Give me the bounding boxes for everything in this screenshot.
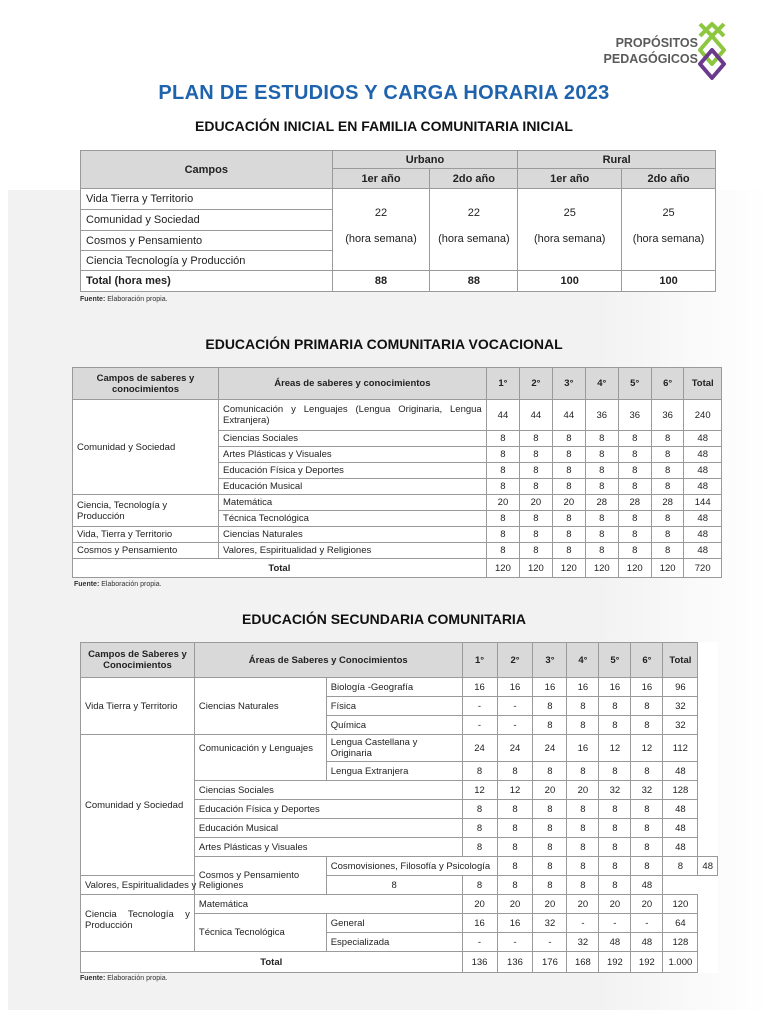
header-campos: Campos de saberes y conocimientos — [73, 368, 219, 400]
campo-cell: Cosmos y Pensamiento — [194, 857, 326, 895]
value-cell: 12 — [599, 735, 631, 762]
area-cell: Ciencias Sociales — [219, 431, 487, 447]
total-cell: 720 — [684, 559, 722, 578]
value-cell: 24 — [533, 735, 567, 762]
value-cell: 16 — [462, 678, 497, 697]
table-inicial — [80, 150, 716, 292]
value-cell: 8 — [586, 447, 618, 463]
subarea-cell: General — [326, 914, 462, 933]
total-label: Total — [73, 559, 487, 578]
value-cell: - — [567, 914, 599, 933]
value-cell: 20 — [486, 495, 519, 511]
value-cell: 16 — [631, 678, 663, 697]
value-cell: 16 — [599, 678, 631, 697]
value-cell: 48 — [684, 543, 722, 559]
value-cell: 8 — [486, 463, 519, 479]
table-row — [81, 735, 718, 762]
header-year: 6° — [631, 643, 663, 678]
header-urbano: Urbano — [332, 151, 518, 169]
value-cell: 16 — [567, 678, 599, 697]
value-cell: 20 — [567, 895, 599, 914]
value-cell: 8 — [520, 463, 552, 479]
value-cell: 8 — [586, 527, 618, 543]
value-cell: 16 — [462, 914, 497, 933]
header-rural: Rural — [518, 151, 716, 169]
value-cell: 8 — [462, 800, 497, 819]
area-cell: Educación Musical — [219, 479, 487, 495]
header-areas: Áreas de Saberes y Conocimientos — [194, 643, 462, 678]
value-cell: 8 — [599, 800, 631, 819]
value-cell: 8 — [533, 838, 567, 857]
value-cell: 24 — [497, 735, 533, 762]
total-cell: 100 — [518, 271, 622, 292]
logo-mark-icon — [696, 20, 728, 80]
value-cell: 25 (hora semana) — [622, 189, 716, 271]
value-cell: 8 — [497, 762, 533, 781]
header-year: 5° — [599, 643, 631, 678]
total-cell: 120 — [586, 559, 618, 578]
campo-cell: Comunidad y Sociedad — [81, 210, 333, 231]
value-cell: 32 — [567, 933, 599, 952]
logo-line-1: PROPÓSITOS — [615, 36, 698, 50]
section-title-secundaria: EDUCACIÓN SECUNDARIA COMUNITARIA — [242, 611, 526, 627]
value-cell: 8 — [552, 463, 585, 479]
total-cell: 176 — [533, 952, 567, 973]
value-cell: - — [462, 697, 497, 716]
value-cell: 48 — [631, 876, 663, 895]
value-cell: 20 — [567, 781, 599, 800]
value-cell: 8 — [586, 511, 618, 527]
value-cell: 8 — [586, 463, 618, 479]
value-cell: 8 — [533, 800, 567, 819]
table-secundaria — [80, 642, 718, 973]
value-cell: 8 — [599, 716, 631, 735]
total-label: Total (hora mes) — [81, 271, 333, 292]
header-year: 4° — [567, 643, 599, 678]
value-cell: 8 — [567, 762, 599, 781]
header-urbano-y1: 1er año — [332, 169, 430, 189]
total-row — [73, 559, 722, 578]
value-cell: - — [462, 716, 497, 735]
table-row — [81, 895, 718, 914]
value-cell: 28 — [618, 495, 651, 511]
source-note: Fuente: Elaboración propia. — [74, 581, 162, 588]
value-cell: 8 — [520, 543, 552, 559]
subarea-cell: Física — [326, 697, 462, 716]
header-year: 1° — [462, 643, 497, 678]
value-cell: 8 — [631, 819, 663, 838]
value-cell: 8 — [326, 876, 462, 895]
area-cell: Ciencias Sociales — [194, 781, 462, 800]
table-row — [73, 400, 722, 431]
table-primaria — [72, 367, 722, 578]
value-cell: 8 — [462, 838, 497, 857]
header-year: 5° — [618, 368, 651, 400]
value-cell: 32 — [663, 697, 698, 716]
value-cell: 48 — [684, 479, 722, 495]
value-cell: 8 — [567, 819, 599, 838]
value-cell: 120 — [663, 895, 698, 914]
value-cell: 8 — [497, 819, 533, 838]
subarea-cell: Química — [326, 716, 462, 735]
value-cell: 8 — [533, 857, 567, 876]
area-cell: Comunicación y Lenguajes — [194, 735, 326, 781]
value-cell: 8 — [533, 716, 567, 735]
value-cell: 8 — [486, 431, 519, 447]
value-cell: 12 — [631, 735, 663, 762]
total-cell: 192 — [631, 952, 663, 973]
value-cell: 24 — [462, 735, 497, 762]
table-row — [81, 876, 718, 895]
total-cell: 120 — [651, 559, 683, 578]
header-year: 2° — [520, 368, 552, 400]
section-title-inicial: EDUCACIÓN INICIAL EN FAMILIA COMUNITARIA INICIAL — [195, 118, 573, 134]
table-row — [73, 495, 722, 511]
header-year: 2° — [497, 643, 533, 678]
campo-cell: Ciencia, Tecnología y Producción — [73, 495, 219, 527]
value-cell: 48 — [663, 819, 698, 838]
section-title-primaria: EDUCACIÓN PRIMARIA COMUNITARIA VOCACIONAL — [205, 336, 563, 352]
value-cell: - — [462, 933, 497, 952]
table-row — [73, 527, 722, 543]
value-cell: 8 — [618, 543, 651, 559]
value-cell: - — [599, 914, 631, 933]
header-rural-y2: 2do año — [622, 169, 716, 189]
value-cell: 8 — [486, 527, 519, 543]
value-cell: 8 — [533, 697, 567, 716]
value-cell: 8 — [533, 819, 567, 838]
value-cell: 8 — [567, 838, 599, 857]
value-cell: 20 — [497, 895, 533, 914]
campo-cell: Cosmos y Pensamiento — [73, 543, 219, 559]
value-cell: 8 — [567, 697, 599, 716]
value-cell: 8 — [486, 511, 519, 527]
value-cell: 25 (hora semana) — [518, 189, 622, 271]
subarea-cell: Lengua Extranjera — [326, 762, 462, 781]
value-cell: 20 — [462, 895, 497, 914]
value-cell: 8 — [631, 800, 663, 819]
value-cell: 16 — [497, 914, 533, 933]
total-cell: 120 — [552, 559, 585, 578]
value-cell: 48 — [698, 857, 718, 876]
value-cell: 64 — [663, 914, 698, 933]
total-cell: 120 — [618, 559, 651, 578]
value-cell: 48 — [684, 511, 722, 527]
value-cell: 8 — [486, 543, 519, 559]
value-cell: 48 — [631, 933, 663, 952]
value-cell: 12 — [497, 781, 533, 800]
value-cell: 16 — [567, 735, 599, 762]
value-cell: 8 — [552, 479, 585, 495]
value-cell: 8 — [599, 762, 631, 781]
total-row — [81, 952, 718, 973]
value-cell: 48 — [684, 463, 722, 479]
campo-cell: Vida Tierra y Territorio — [81, 678, 195, 735]
area-cell: Técnica Tecnológica — [219, 511, 487, 527]
value-cell: 8 — [462, 819, 497, 838]
value-cell: 8 — [462, 876, 497, 895]
value-cell: 28 — [651, 495, 683, 511]
area-cell: Educación Musical — [194, 819, 462, 838]
value-cell: 8 — [651, 479, 683, 495]
value-cell: 8 — [552, 511, 585, 527]
campo-cell: Comunidad y Sociedad — [73, 400, 219, 495]
value-cell: 8 — [533, 876, 567, 895]
value-cell: 8 — [618, 431, 651, 447]
value-cell: 12 — [462, 781, 497, 800]
value-cell: 8 — [552, 543, 585, 559]
value-cell: 48 — [663, 800, 698, 819]
value-cell: - — [631, 914, 663, 933]
logo — [592, 20, 732, 82]
value-cell: 16 — [497, 678, 533, 697]
value-cell: 8 — [663, 857, 698, 876]
value-cell: 8 — [497, 876, 533, 895]
value-cell: 8 — [486, 479, 519, 495]
area-cell: Matemática — [194, 895, 462, 914]
value-cell: 48 — [599, 933, 631, 952]
value-cell: 8 — [567, 800, 599, 819]
value-cell: 8 — [586, 479, 618, 495]
header-total: Total — [663, 643, 698, 678]
value-cell: 8 — [651, 511, 683, 527]
value-cell: 8 — [651, 527, 683, 543]
area-cell: Ciencias Naturales — [219, 527, 487, 543]
value-cell: 48 — [684, 527, 722, 543]
value-cell: 8 — [520, 511, 552, 527]
value-cell: 32 — [663, 716, 698, 735]
area-cell: Matemática — [219, 495, 487, 511]
header-campos: Campos de Saberes y Conocimientos — [81, 643, 195, 678]
value-cell: 48 — [684, 431, 722, 447]
value-cell: 36 — [618, 400, 651, 431]
header-urbano-y2: 2do año — [430, 169, 518, 189]
value-cell: 48 — [684, 447, 722, 463]
campo-cell: Comunidad y Sociedad — [81, 735, 195, 876]
value-cell: 44 — [552, 400, 585, 431]
total-cell: 120 — [486, 559, 519, 578]
value-cell: 8 — [497, 800, 533, 819]
value-cell: 8 — [533, 762, 567, 781]
value-cell: 32 — [631, 781, 663, 800]
value-cell: 240 — [684, 400, 722, 431]
value-cell: 8 — [631, 838, 663, 857]
value-cell: 8 — [520, 479, 552, 495]
area-cell: Técnica Tecnológica — [194, 914, 326, 952]
subarea-cell: Biología -Geografía — [326, 678, 462, 697]
total-cell: 100 — [622, 271, 716, 292]
subarea-cell: Lengua Castellana y Originaria — [326, 735, 462, 762]
source-note: Fuente: Elaboración propia. — [80, 975, 168, 982]
total-cell: 1.000 — [663, 952, 698, 973]
value-cell: 20 — [520, 495, 552, 511]
total-label: Total — [81, 952, 463, 973]
value-cell: 20 — [533, 895, 567, 914]
value-cell: 8 — [520, 447, 552, 463]
value-cell: 8 — [599, 697, 631, 716]
source-note: Fuente: Elaboración propia. — [80, 296, 168, 303]
value-cell: 8 — [497, 857, 533, 876]
header-year: 4° — [586, 368, 618, 400]
table-row — [81, 678, 718, 697]
header-year: 3° — [533, 643, 567, 678]
header-year: 3° — [552, 368, 585, 400]
value-cell: 8 — [631, 716, 663, 735]
value-cell: 8 — [618, 463, 651, 479]
value-cell: 8 — [486, 447, 519, 463]
area-cell: Educación Física y Deportes — [219, 463, 487, 479]
value-cell: 8 — [462, 762, 497, 781]
value-cell: 8 — [631, 857, 663, 876]
value-cell: 8 — [631, 762, 663, 781]
value-cell: 16 — [533, 678, 567, 697]
area-cell: Educación Física y Deportes — [194, 800, 462, 819]
value-cell: 8 — [497, 838, 533, 857]
area-cell: Ciencias Naturales — [194, 678, 326, 735]
table-row — [73, 543, 722, 559]
total-cell: 192 — [599, 952, 631, 973]
value-cell: 8 — [567, 857, 599, 876]
value-cell: 20 — [599, 895, 631, 914]
value-cell: 8 — [599, 838, 631, 857]
total-cell: 168 — [567, 952, 599, 973]
value-cell: 20 — [533, 781, 567, 800]
value-cell: 22 (hora semana) — [430, 189, 518, 271]
logo-line-2: PEDAGÓGICOS — [603, 52, 698, 66]
total-cell: 88 — [430, 271, 518, 292]
value-cell: 144 — [684, 495, 722, 511]
campo-cell: Vida Tierra y Territorio — [81, 189, 333, 210]
value-cell: 8 — [586, 431, 618, 447]
total-cell: 88 — [332, 271, 430, 292]
value-cell: 32 — [533, 914, 567, 933]
total-cell: 136 — [462, 952, 497, 973]
value-cell: 20 — [631, 895, 663, 914]
area-cell: Comunicación y Lenguajes (Lengua Originaria, Lengua Extranjera) — [219, 400, 487, 431]
value-cell: 8 — [618, 479, 651, 495]
campo-cell: Ciencia Tecnología y Producción — [81, 895, 195, 952]
value-cell: 8 — [520, 431, 552, 447]
value-cell: - — [533, 933, 567, 952]
value-cell: 8 — [552, 447, 585, 463]
value-cell: 8 — [567, 876, 599, 895]
header-rural-y1: 1er año — [518, 169, 622, 189]
value-cell: 36 — [586, 400, 618, 431]
value-cell: 20 — [552, 495, 585, 511]
value-cell: 48 — [663, 838, 698, 857]
value-cell: 48 — [663, 762, 698, 781]
header-areas: Áreas de saberes y conocimientos — [219, 368, 487, 400]
header-total: Total — [684, 368, 722, 400]
value-cell: 8 — [618, 511, 651, 527]
value-cell: 8 — [552, 527, 585, 543]
value-cell: 96 — [663, 678, 698, 697]
value-cell: 112 — [663, 735, 698, 762]
value-cell: 8 — [618, 447, 651, 463]
value-cell: 8 — [631, 697, 663, 716]
value-cell: 8 — [599, 876, 631, 895]
header-year: 1° — [486, 368, 519, 400]
header-campos: Campos — [81, 151, 333, 189]
area-cell: Artes Plásticas y Visuales — [194, 838, 462, 857]
campo-cell: Ciencia Tecnología y Producción — [81, 251, 333, 271]
value-cell: 8 — [520, 527, 552, 543]
value-cell: 8 — [651, 431, 683, 447]
value-cell: 8 — [651, 447, 683, 463]
subarea-cell: Especializada — [326, 933, 462, 952]
value-cell: 8 — [651, 543, 683, 559]
header-year: 6° — [651, 368, 683, 400]
area-cell: Valores, Espiritualidades y Religiones — [81, 876, 327, 895]
value-cell: 44 — [520, 400, 552, 431]
campo-cell: Vida, Tierra y Territorio — [73, 527, 219, 543]
value-cell: 44 — [486, 400, 519, 431]
value-cell: 36 — [651, 400, 683, 431]
area-cell: Artes Plásticas y Visuales — [219, 447, 487, 463]
value-cell: 8 — [599, 819, 631, 838]
value-cell: 22 (hora semana) — [332, 189, 430, 271]
value-cell: 128 — [663, 781, 698, 800]
total-cell: 120 — [520, 559, 552, 578]
value-cell: - — [497, 933, 533, 952]
value-cell: 8 — [651, 463, 683, 479]
value-cell: 8 — [599, 857, 631, 876]
value-cell: 8 — [567, 716, 599, 735]
total-cell: 136 — [497, 952, 533, 973]
value-cell: 8 — [586, 543, 618, 559]
value-cell: - — [497, 697, 533, 716]
value-cell: 8 — [618, 527, 651, 543]
page-title: PLAN DE ESTUDIOS Y CARGA HORARIA 2023 — [158, 82, 610, 104]
value-cell: 128 — [663, 933, 698, 952]
value-cell: 32 — [599, 781, 631, 800]
area-cell: Cosmovisiones, Filosofía y Psicología — [326, 857, 497, 876]
value-cell: 8 — [552, 431, 585, 447]
area-cell: Valores, Espiritualidad y Religiones — [219, 543, 487, 559]
campo-cell: Cosmos y Pensamiento — [81, 231, 333, 251]
value-cell: 28 — [586, 495, 618, 511]
value-cell: - — [497, 716, 533, 735]
